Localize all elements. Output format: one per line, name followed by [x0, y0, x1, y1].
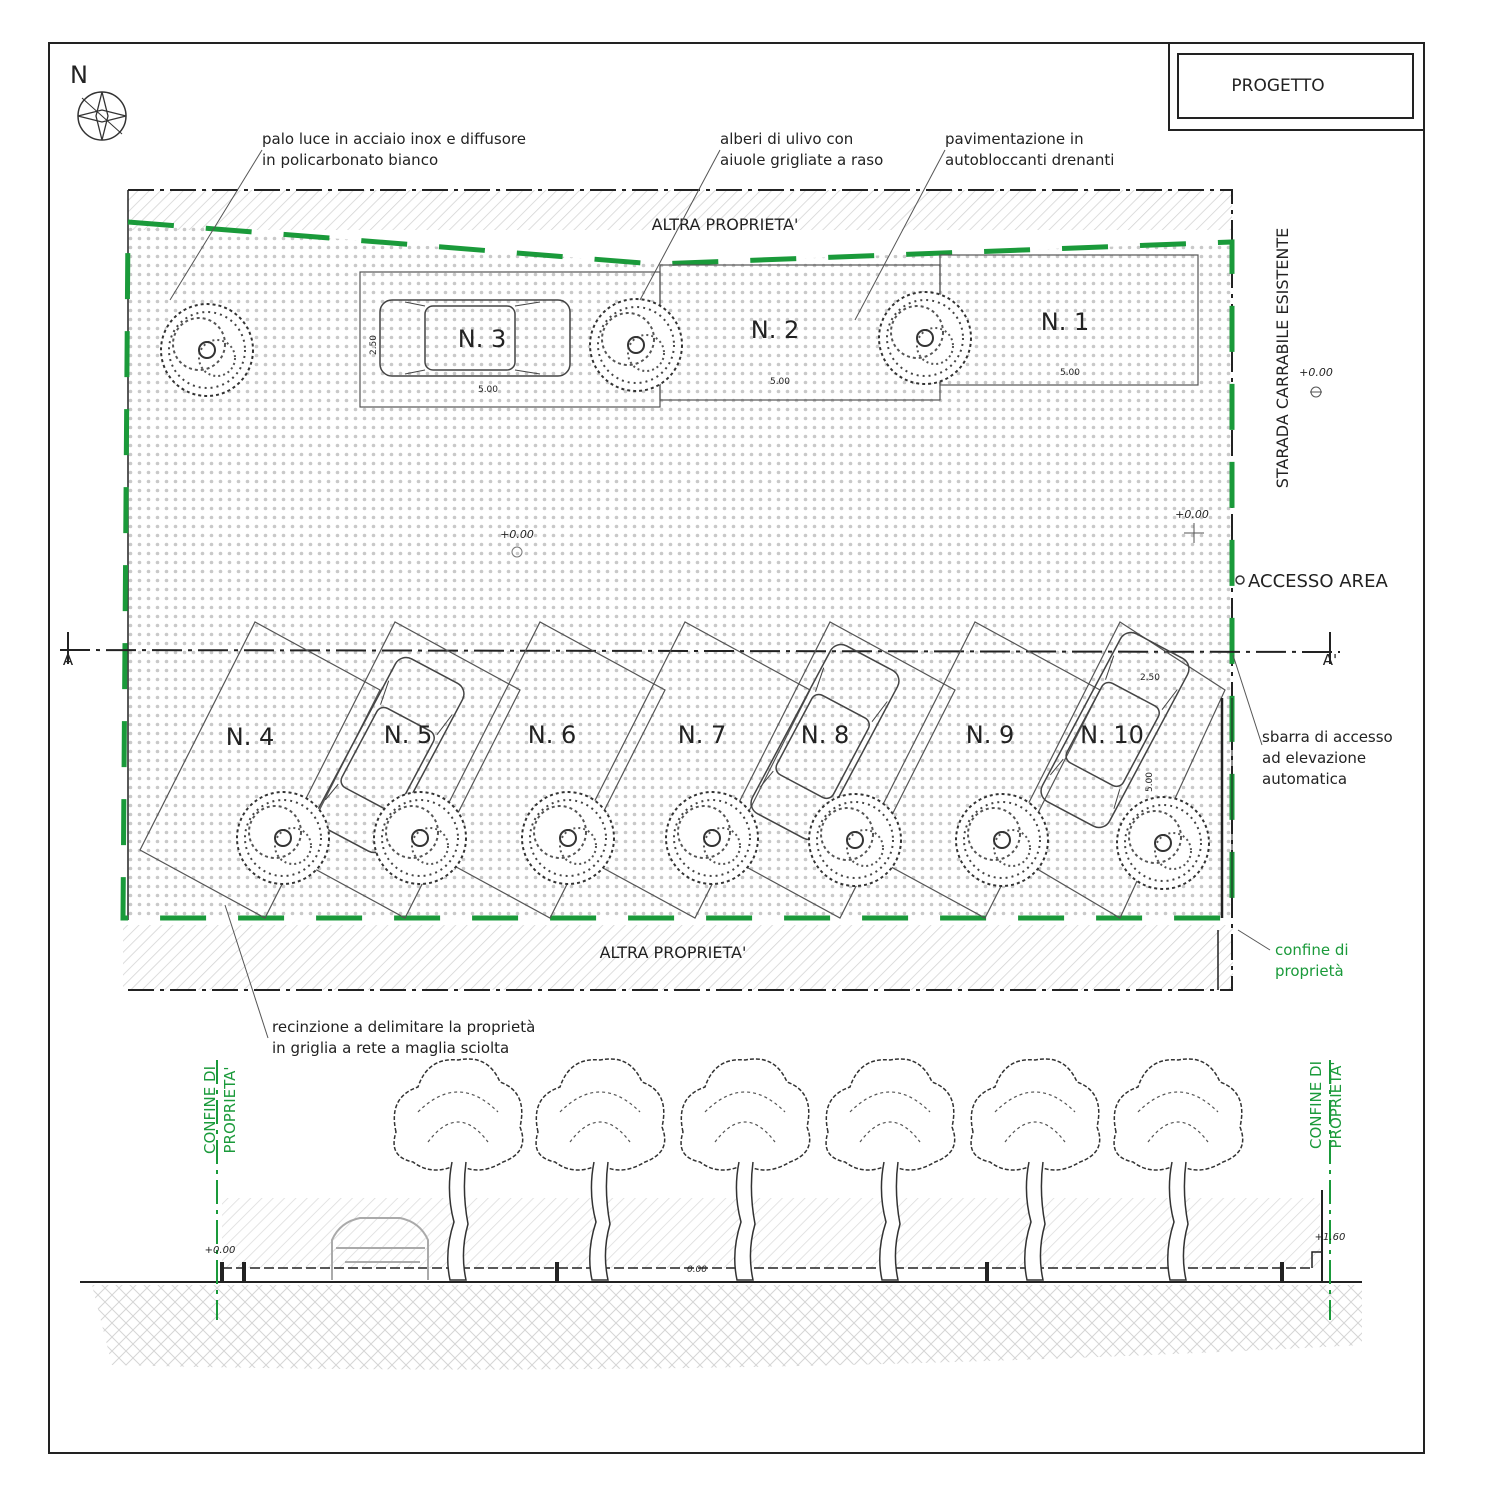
note-fence-1: recinzione a delimitare la proprietà [272, 1018, 536, 1036]
stall-n7: N. 7 [677, 721, 727, 749]
north-arrow [70, 61, 126, 140]
note-fence-2: in griglia a rete a maglia sciolta [272, 1039, 510, 1057]
section-boundary-right-1: CONFINE DI [1307, 1061, 1325, 1149]
section-fence [222, 1198, 1320, 1268]
note-light-pole-2: in policarbonato bianco [262, 151, 439, 169]
note-barrier-2: ad elevazione [1262, 749, 1367, 767]
dim-6: 2.50 [369, 334, 379, 356]
dim-2: 5.00 [769, 377, 791, 387]
section-mark-a-prime: A' [1322, 651, 1338, 669]
stall-n6: N. 6 [527, 721, 577, 749]
dim-5: 5.00 [1145, 771, 1155, 793]
title-block-label: PROGETTO [1231, 76, 1325, 96]
section-a-a [80, 1059, 1362, 1370]
bottom-neighbor-label: ALTRA PROPRIETA' [599, 943, 747, 962]
elevation-road: +0.00 [1299, 366, 1333, 379]
stall-n5: N. 5 [383, 721, 433, 749]
dim-4: 2.50 [1139, 673, 1161, 683]
dim-3: 5.00 [1059, 368, 1081, 378]
note-paving-1: pavimentazione in [945, 130, 1084, 148]
section-elevation-mid: 0.00 [686, 1265, 708, 1275]
note-boundary-1: confine di [1275, 941, 1349, 959]
stall-n3: N. 3 [457, 325, 507, 353]
note-paving-2: autobloccanti drenanti [945, 151, 1115, 169]
section-mark-a: A [62, 651, 74, 669]
road-label: STARADA CARRABILE ESISTENTE [1273, 227, 1292, 489]
dim-1: 5.00 [477, 385, 499, 395]
note-barrier-1: sbarra di accesso [1262, 728, 1393, 746]
north-label: N [70, 61, 88, 89]
section-boundary-right-2: PROPRIETA' [1327, 1061, 1345, 1149]
stall-n4: N. 4 [225, 723, 275, 751]
note-barrier-3: automatica [1262, 770, 1348, 788]
stall-n2: N. 2 [750, 316, 800, 344]
note-light-pole-1: palo luce in acciaio inox e diffusore [262, 130, 526, 148]
stall-n10: N. 10 [1080, 721, 1144, 749]
section-elevation-right: +1.60 [1314, 1232, 1346, 1243]
section-boundary-left-2: PROPRIETA' [221, 1066, 239, 1154]
stall-n1: N. 1 [1040, 308, 1090, 336]
elevation-access: +0.00 [1175, 508, 1209, 521]
section-elevation-left: +0.00 [204, 1245, 236, 1256]
top-neighbor-label: ALTRA PROPRIETA' [651, 215, 799, 234]
site-plan [60, 190, 1388, 990]
stall-n8: N. 8 [800, 721, 850, 749]
note-boundary-2: proprietà [1275, 962, 1344, 980]
access-label: ACCESSO AREA [1248, 571, 1388, 592]
stall-n9: N. 9 [965, 721, 1015, 749]
elevation-center: +0.00 [500, 528, 534, 541]
note-olive-2: aiuole grigliate a raso [720, 151, 884, 169]
section-boundary-left-1: CONFINE DI [201, 1066, 219, 1154]
note-olive-1: alberi di ulivo con [720, 130, 854, 148]
title-block [1169, 43, 1424, 130]
section-ground [92, 1285, 1362, 1370]
